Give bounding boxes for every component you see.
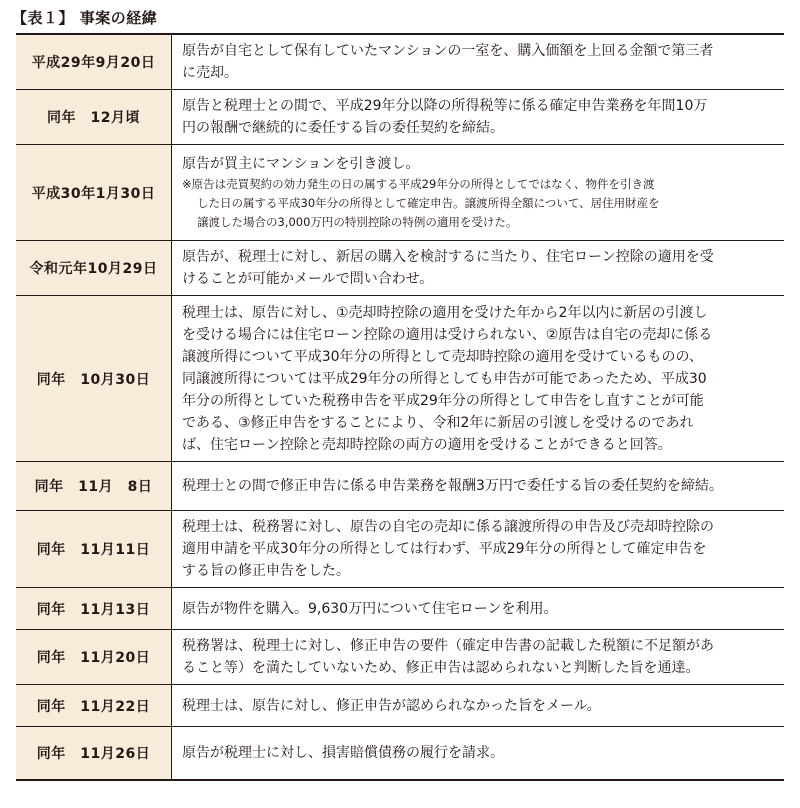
event-description bbox=[172, 462, 784, 511]
description-line: 税理士は、原告に対し、①売却時控除の適用を受けた年から2年以内に新居の引渡し bbox=[182, 304, 708, 321]
description-line: に売却。 bbox=[182, 65, 238, 81]
event-row bbox=[16, 35, 784, 90]
event-date: 平成29年9月20日 bbox=[16, 35, 172, 90]
description-line: 円の報酬で継続的に委任する旨の委任契約を締結。 bbox=[182, 120, 504, 136]
event-description bbox=[172, 727, 784, 779]
note-line: ※原告は売買契約の効力発生の日の属する平成29年分の所得としてではなく、物件を引き渡 bbox=[182, 177, 655, 191]
event-date: 同年 11月22日 bbox=[16, 685, 172, 727]
event-date: 同年 12月頃 bbox=[16, 90, 172, 145]
event-date: 同年 11月 8日 bbox=[16, 462, 172, 511]
event-row bbox=[16, 462, 784, 511]
description-line: 原告と税理士との間で、平成29年分以降の所得税等に係る確定申告業務を年間10万 bbox=[182, 98, 708, 114]
event-description bbox=[172, 90, 784, 145]
event-row bbox=[16, 630, 784, 685]
description-line: 税理士は、税務署に対し、原告の自宅の売却に係る譲渡所得の申告及び売却時控除の bbox=[182, 519, 714, 535]
description-line: 税理士は、原告に対し、修正申告が認められなかった旨をメール。 bbox=[182, 697, 601, 714]
description-line: 同譲渡所得については平成29年分の所得としても申告が可能であったため、平成30 bbox=[182, 370, 707, 387]
description-line: する旨の修正申告をした。 bbox=[182, 563, 350, 579]
event-row bbox=[16, 90, 784, 145]
event-description bbox=[172, 35, 784, 90]
table-title: 【表１】 事案の経緯 bbox=[12, 9, 158, 27]
event-date: 同年 11月11日 bbox=[16, 511, 172, 588]
event-row bbox=[16, 296, 784, 462]
description-line: 原告が買主にマンションを引き渡し。 bbox=[182, 156, 420, 172]
event-row bbox=[16, 727, 784, 779]
event-row bbox=[16, 511, 784, 588]
event-row bbox=[16, 241, 784, 296]
event-description bbox=[172, 588, 784, 630]
events-table bbox=[16, 33, 784, 781]
description-line: 原告が、税理士に対し、新居の購入を検討するに当たり、住宅ローン控除の適用を受 bbox=[182, 249, 714, 265]
event-description bbox=[172, 241, 784, 296]
event-date: 同年 11月20日 bbox=[16, 630, 172, 685]
description-line: 年分の所得としていた税務申告を平成29年分の所得として申告をし直すことが可能 bbox=[182, 392, 704, 409]
description-line: を受ける場合には住宅ローン控除の適用は受けられない、②原告は自宅の売却に係る bbox=[182, 326, 713, 343]
event-date: 令和元年10月29日 bbox=[16, 241, 172, 296]
event-description bbox=[172, 630, 784, 685]
note-line: 譲渡した場合の3,000万円の特別控除の特例の適用を受けた。 bbox=[197, 215, 518, 229]
event-date: 同年 10月30日 bbox=[16, 296, 172, 462]
events-table-body bbox=[16, 35, 784, 779]
description-line: 原告が物件を購入。9,630万円について住宅ローンを利用。 bbox=[182, 600, 558, 617]
description-line: 譲渡所得について平成30年分の所得として売却時控除の適用を受けているものの、 bbox=[182, 348, 703, 365]
event-row bbox=[16, 588, 784, 630]
description-line: である、③修正申告をすることにより、令和2年に新居の引渡しを受けるのであれ bbox=[182, 414, 694, 431]
note-line: した日の属する平成30年分の所得として確定申告。譲渡所得全額について、居住用財産を bbox=[197, 196, 660, 210]
description-line: 原告が税理士に対し、損害賠償債務の履行を請求。 bbox=[182, 745, 504, 761]
event-row bbox=[16, 685, 784, 727]
description-line: 税理士との間で修正申告に係る申告業務を報酬3万円で委任する旨の委任契約を締結。 bbox=[182, 478, 723, 494]
description-line: 原告が自宅として保有していたマンションの一室を、購入価額を上回る金額で第三者 bbox=[182, 43, 714, 59]
description-line: 税務署は、税理士に対し、修正申告の要件（確定申告書の記載した税額に不足額があ bbox=[182, 638, 714, 654]
event-row bbox=[16, 145, 784, 241]
event-description bbox=[172, 145, 784, 241]
event-description bbox=[172, 296, 784, 462]
description-line: 適用申請を平成30年分の所得としては行わず、平成29年分の所得として確定申告を bbox=[182, 541, 707, 557]
event-description bbox=[172, 685, 784, 727]
event-date: 同年 11月26日 bbox=[16, 727, 172, 779]
description-line: ること等）を満たしていないため、修正申告は認められないと判断した旨を通達。 bbox=[182, 660, 700, 676]
event-date: 平成30年1月30日 bbox=[16, 145, 172, 241]
event-description bbox=[172, 511, 784, 588]
description-line: ば、住宅ローン控除と売却時控除の両方の適用を受けることができると回答。 bbox=[182, 436, 672, 453]
event-date: 同年 11月13日 bbox=[16, 588, 172, 630]
description-line: けることが可能かメールで問い合わせ。 bbox=[182, 271, 434, 287]
